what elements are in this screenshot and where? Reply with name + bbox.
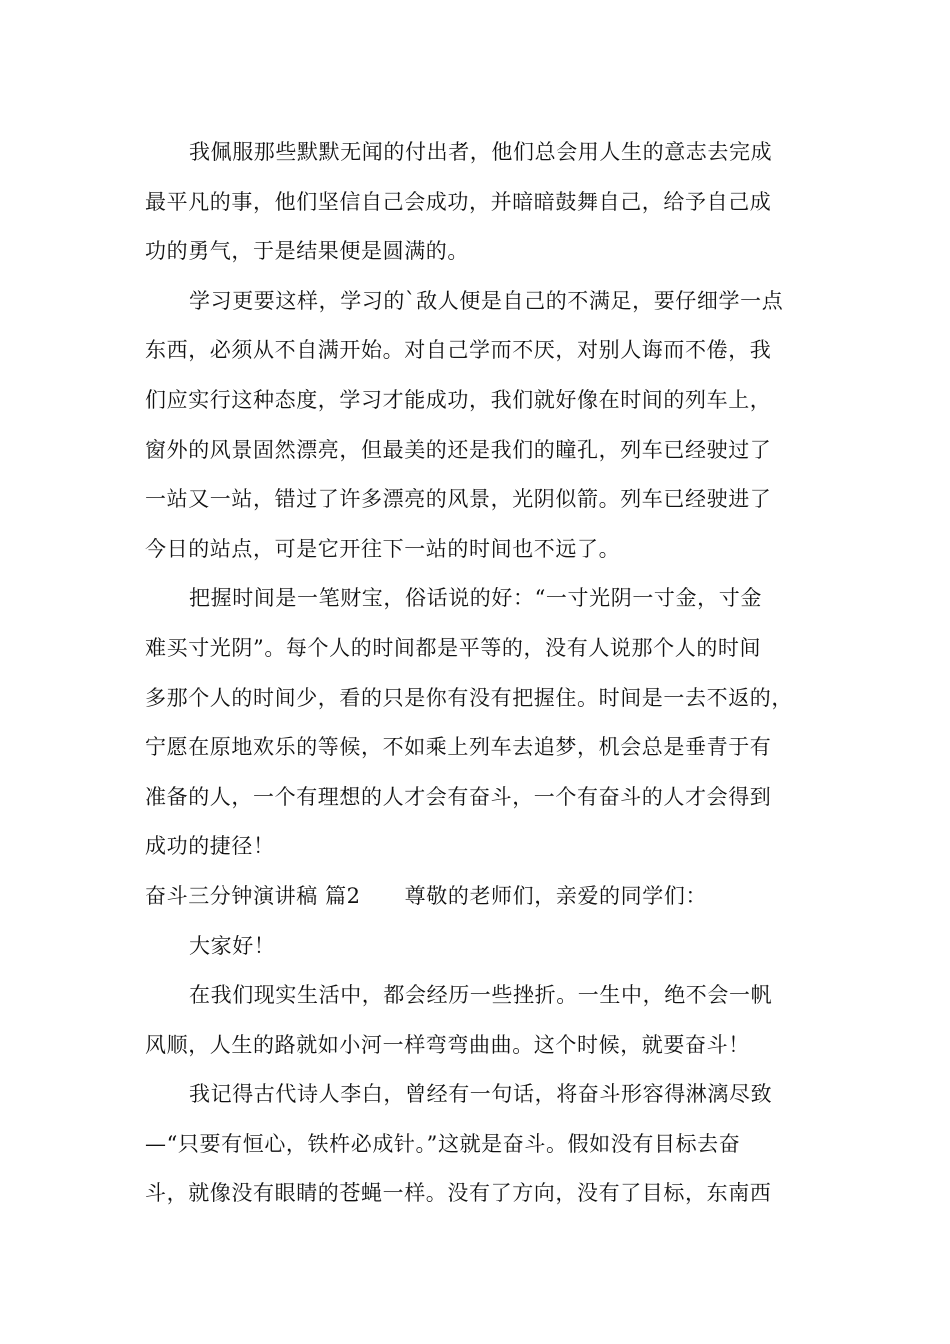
text-line: 风顺，人生的路就如小河一样弯弯曲曲。这个时候，就要奋斗！ [145, 1032, 750, 1057]
text-line: 最平凡的事，他们坚信自己会成功，并暗暗鼓舞自己，给予自己成 [145, 189, 772, 214]
text-line: 大家好！ [189, 933, 276, 958]
salutation: 尊敬的老师们，亲爱的同学们： [404, 883, 708, 908]
text-line: 斗，就像没有眼睛的苍蝇一样。没有了方向，没有了目标，东南西 [145, 1181, 772, 1206]
section-title: 奋斗三分钟演讲稿 篇2 [145, 883, 361, 908]
text-line: 多那个人的时间少，看的只是你有没有把握住。时间是一去不返的， [145, 685, 793, 710]
text-line: 宁愿在原地欢乐的等候，不如乘上列车去追梦，机会总是垂青于有 [145, 735, 772, 760]
document-body [145, 128, 825, 1219]
section-heading [145, 872, 825, 922]
text-line: 今日的站点，可是它开往下一站的时间也不远了。 [145, 536, 621, 561]
text-line: 东西，必须从不自满开始。对自己学而不厌，对别人诲而不倦，我 [145, 338, 772, 363]
paragraph [145, 128, 825, 277]
text-line: 难买寸光阴”。每个人的时间都是平等的，没有人说那个人的时间 [145, 635, 762, 660]
paragraph [145, 922, 825, 972]
text-line: 窗外的风景固然漂亮，但最美的还是我们的瞳孔，列车已经驶过了 [145, 437, 772, 462]
text-line: 成功的捷径！ [145, 834, 275, 859]
text-line: 把握时间是一笔财宝，俗话说的好：“一寸光阴一寸金，寸金 [189, 586, 762, 611]
text-line: 功的勇气，于是结果便是圆满的。 [145, 239, 469, 264]
text-line: 我佩服那些默默无闻的付出者，他们总会用人生的意志去完成 [189, 140, 773, 164]
paragraph [145, 971, 825, 1070]
paragraph [145, 1070, 825, 1219]
text-line: —“只要有恒心，铁杵必成针。”这就是奋斗。假如没有目标去奋 [145, 1131, 741, 1156]
paragraph [145, 574, 825, 872]
text-line: 我记得古代诗人李白，曾经有一句话，将奋斗形容得淋漓尽致 [189, 1082, 773, 1107]
paragraph [145, 277, 825, 575]
text-line: 学习更要这样，学习的`敌人便是自己的不满足，要仔细学一点 [189, 288, 784, 313]
text-line: 一站又一站，错过了许多漂亮的风景，光阴似箭。列车已经驶进了 [145, 487, 772, 512]
text-line: 在我们现实生活中，都会经历一些挫折。一生中，绝不会一帆 [189, 983, 773, 1008]
text-line: 们应实行这种态度，学习才能成功，我们就好像在时间的列车上， [145, 387, 772, 412]
text-line: 准备的人，一个有理想的人才会有奋斗，一个有奋斗的人才会得到 [145, 784, 772, 809]
